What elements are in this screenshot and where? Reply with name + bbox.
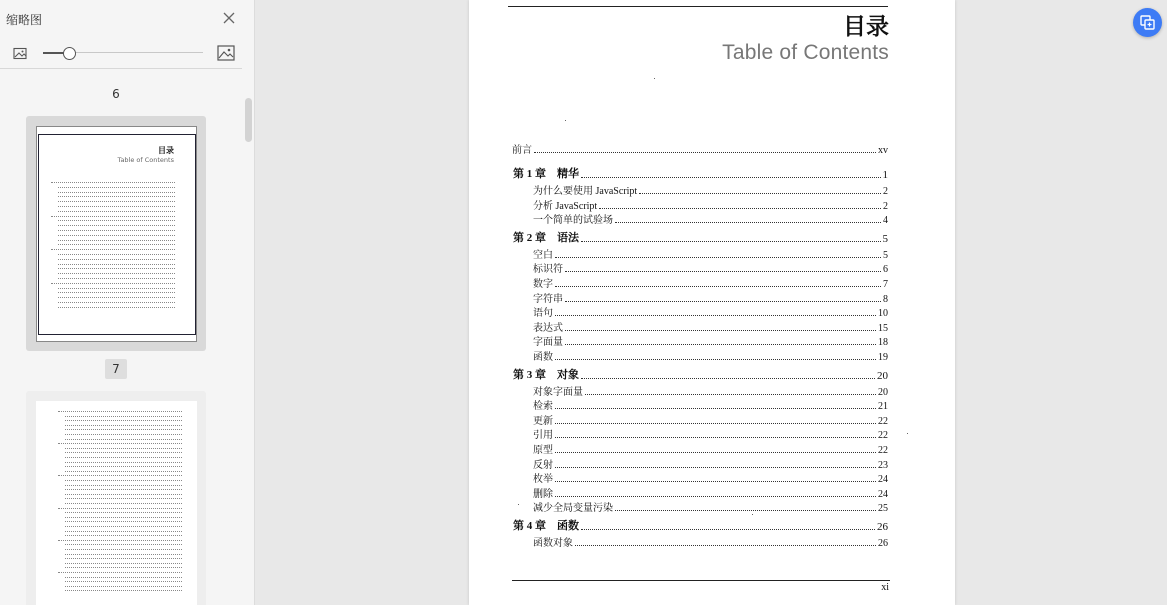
thumbnail-text-line — [58, 540, 182, 541]
toc-label: 删除 — [533, 488, 553, 500]
toc-page-number: 21 — [878, 401, 888, 413]
thumbnail-text-line — [58, 307, 175, 308]
toc-leader — [581, 529, 875, 530]
document-page — [469, 0, 955, 605]
toc-leader — [555, 437, 876, 438]
slider-knob[interactable] — [63, 47, 76, 60]
thumbnail-text-line — [65, 485, 182, 486]
toc-page-number: 10 — [878, 308, 888, 320]
toc-page-number: 26 — [878, 538, 888, 549]
toc-leader — [565, 330, 876, 331]
scan-speck — [654, 78, 655, 79]
thumbnail-text-line — [65, 416, 182, 417]
toc-chapter-row[interactable] — [513, 366, 888, 382]
toc-page-number: 26 — [877, 521, 888, 533]
toc-entry-row[interactable] — [533, 246, 888, 261]
thumbnail-page-7[interactable] — [36, 126, 197, 342]
thumbnail-text-line — [65, 586, 182, 587]
thumbnail-text-line — [58, 572, 182, 573]
thumbnail-text-line — [58, 288, 175, 289]
sidebar-scrollbar[interactable] — [245, 98, 252, 142]
thumbnail-text-line — [65, 439, 182, 440]
toc-leader — [565, 344, 876, 345]
thumbnail-text-line — [65, 577, 182, 578]
sidebar-divider — [0, 68, 242, 69]
thumbnail-text-line — [58, 292, 175, 293]
toc-leader — [555, 257, 881, 258]
toc-entry-row[interactable] — [533, 412, 888, 427]
thumbnail-text-line — [65, 448, 182, 449]
toc-label: 检索 — [533, 401, 553, 413]
thumbnail-text-line — [58, 273, 175, 274]
toc-label: 语句 — [533, 308, 553, 320]
thumbnail-page-8[interactable] — [36, 401, 197, 605]
sidebar-title: 缩略图 — [6, 13, 43, 27]
toc-leader — [555, 452, 876, 453]
toc-page-number: 1 — [882, 169, 888, 181]
thumbnail-text-line — [58, 475, 182, 476]
toc-page-number: xv — [878, 145, 888, 156]
thumbnail-text-line — [65, 517, 182, 518]
toc-label: 引用 — [533, 430, 553, 442]
toc-page-number: 6 — [883, 264, 888, 276]
toc-page-number: 15 — [878, 322, 888, 334]
toc-leader — [534, 152, 876, 153]
scan-speck — [709, 452, 710, 453]
toc-leader — [599, 208, 881, 209]
thumbnail-text-line — [65, 558, 182, 559]
thumbnail-title: 目录 — [158, 146, 174, 155]
toc-leader — [565, 301, 881, 302]
page-subtitle: Table of Contents — [722, 41, 889, 64]
thumbnail-text-line — [58, 206, 175, 207]
image-small-icon[interactable] — [13, 46, 28, 60]
toc-label: 字符串 — [533, 293, 563, 305]
toc-entry-row[interactable] — [533, 197, 888, 212]
toc-label: 字面量 — [533, 337, 563, 349]
toc-chapter-row[interactable] — [513, 517, 888, 533]
toc-page-number: 20 — [877, 369, 888, 382]
toc-label: 标识符 — [533, 264, 563, 276]
toc-chapter-row[interactable] — [513, 165, 888, 181]
thumbnail-text-line — [65, 544, 182, 545]
thumbnail-text-line — [58, 211, 175, 212]
toc-page-number: 22 — [878, 415, 888, 427]
toc-entry-row[interactable] — [533, 348, 888, 363]
thumbnail-text-line — [65, 457, 182, 458]
toc-label: 反射 — [533, 459, 553, 471]
toc-page-number: 4 — [883, 215, 888, 227]
toc-entry-row[interactable] — [533, 485, 888, 500]
toc-leader — [555, 408, 876, 409]
thumbnail-text-line — [65, 531, 182, 532]
toc-page-number: 25 — [878, 503, 888, 515]
toc-page-number: 22 — [878, 430, 888, 442]
thumbnail-text-line — [65, 581, 182, 582]
scan-speck — [518, 504, 519, 505]
toc-label: 第 4 章 函数 — [513, 520, 579, 532]
thumbnail-text-line — [58, 220, 175, 221]
thumbnail-text-line — [58, 268, 175, 269]
toc-label: 对象字面量 — [533, 386, 583, 398]
toc-page-number: 24 — [878, 474, 888, 486]
toc-label: 第 2 章 语法 — [513, 231, 579, 244]
thumbnail-text-line — [58, 264, 175, 265]
thumbnail-text-line — [65, 489, 182, 490]
toc-entry-row[interactable] — [533, 333, 888, 348]
toc-label: 前言 — [512, 145, 532, 156]
toc-leader — [585, 394, 876, 395]
toc-entry-row[interactable] — [533, 441, 888, 456]
image-large-icon[interactable] — [217, 45, 235, 61]
toc-entry-row[interactable] — [533, 534, 888, 549]
toc-leader — [555, 286, 881, 287]
toc-entry-row[interactable] — [533, 182, 888, 197]
scan-speck — [565, 120, 566, 121]
toc-leader — [581, 378, 875, 379]
thumbnail-text-line — [58, 235, 175, 236]
thumbnail-text-line — [51, 182, 175, 183]
toc-entry-row[interactable] — [512, 141, 888, 156]
toc-leader — [581, 177, 881, 178]
thumbnail-text-line — [65, 521, 182, 522]
thumbnail-text-line — [65, 429, 182, 430]
toc-leader — [555, 481, 876, 482]
thumbnail-text-line — [51, 249, 175, 250]
toc-label: 第 3 章 对象 — [513, 368, 579, 381]
thumbnail-text-line — [65, 554, 182, 555]
toc-entry-row[interactable] — [533, 383, 888, 398]
thumbnail-text-line — [65, 452, 182, 453]
thumbnail-text-line — [58, 443, 182, 444]
toc-leader — [581, 241, 881, 242]
toc-page-number: 2 — [883, 200, 888, 212]
toc-page-number: 22 — [878, 445, 888, 456]
toc-page-number: 7 — [883, 279, 888, 290]
toc-label: 函数 — [533, 352, 553, 363]
toc-label: 原型 — [533, 445, 553, 456]
thumbnail-page-label: 6 — [112, 87, 120, 101]
thumbnail-text-line — [58, 254, 175, 255]
thumbnail-text-line — [65, 512, 182, 513]
toc-label: 第 1 章 精华 — [513, 168, 579, 180]
toc-page-number: 8 — [883, 293, 888, 305]
toc-leader — [555, 423, 876, 424]
thumbnail-text-line — [65, 563, 182, 564]
toc-entry-row[interactable] — [533, 211, 888, 226]
thumbnail-text-line — [51, 216, 175, 217]
toc-label: 为什么要使用 JavaScript — [533, 186, 638, 197]
close-icon[interactable] — [221, 10, 237, 26]
thumbnail-text-line — [58, 240, 175, 241]
thumbnail-text-line — [65, 526, 182, 527]
toc-label: 表达式 — [533, 322, 563, 334]
translate-icon[interactable] — [1133, 8, 1162, 37]
thumbnail-text-line — [65, 549, 182, 550]
toc-leader — [555, 496, 876, 497]
toc-entry-row[interactable] — [533, 275, 888, 290]
top-rule — [508, 6, 888, 7]
toc-entry-row[interactable] — [533, 260, 888, 275]
thumbnail-text-line — [58, 192, 175, 193]
thumbnail-text-line — [65, 535, 182, 536]
toc-entry-row[interactable] — [533, 319, 888, 334]
thumbnail-text-line — [58, 411, 182, 412]
toc-entry-row[interactable] — [533, 290, 888, 305]
toc-label: 减少全局变量污染 — [533, 503, 613, 515]
bottom-rule — [512, 580, 890, 581]
thumbnail-text-line — [65, 498, 182, 499]
thumbnail-text-line — [51, 283, 175, 284]
toc-leader — [555, 467, 876, 468]
page-title: 目录 — [843, 14, 889, 40]
thumbnail-subtitle: Table of Contents — [117, 156, 174, 164]
thumbnail-text-line — [65, 494, 182, 495]
zoom-slider[interactable] — [43, 46, 203, 60]
toc-leader — [555, 359, 876, 360]
thumbnail-text-line — [65, 567, 182, 568]
toc-label: 空白 — [533, 249, 553, 261]
toc-entry-row[interactable] — [533, 470, 888, 485]
thumbnail-text-line — [65, 471, 182, 472]
toc-chapter-row[interactable] — [513, 229, 888, 245]
thumbnail-text-line — [58, 302, 175, 303]
thumbnail-text-line — [58, 187, 175, 188]
toc-leader — [565, 271, 881, 272]
thumbnail-text-line — [58, 196, 175, 197]
thumbnail-text-line — [58, 230, 175, 231]
thumbnail-text-line — [65, 462, 182, 463]
thumbnail-text-line — [58, 508, 182, 509]
toc-label: 枚举 — [533, 474, 553, 486]
toc-leader — [639, 193, 881, 194]
thumbnail-text-line — [65, 590, 182, 591]
toc-page-number: 19 — [878, 352, 888, 363]
thumbnail-text-line — [58, 201, 175, 202]
toc-entry-row[interactable] — [533, 499, 888, 514]
scan-speck — [907, 433, 908, 434]
toc-leader — [615, 510, 876, 511]
toc-label: 分析 JavaScript — [533, 200, 598, 212]
thumbnail-text-line — [58, 297, 175, 298]
toc-page-number: 5 — [882, 232, 888, 245]
thumbnail-sidebar — [0, 0, 255, 605]
thumbnail-text-line — [65, 503, 182, 504]
thumbnail-text-line — [58, 278, 175, 279]
toc-page-number: 20 — [878, 386, 888, 398]
toc-label: 一个简单的试验场 — [533, 215, 613, 227]
toc-label: 函数对象 — [533, 538, 573, 549]
toc-page-number: 2 — [883, 186, 888, 197]
toc-entry-row[interactable] — [533, 456, 888, 471]
thumbnail-text-line — [65, 425, 182, 426]
thumbnail-text-line — [65, 480, 182, 481]
thumbnail-text-line — [65, 466, 182, 467]
toc-label: 更新 — [533, 415, 553, 427]
toc-leader — [615, 222, 881, 223]
toc-page-number: 5 — [883, 249, 888, 261]
thumbnail-text-line — [58, 259, 175, 260]
toc-entry-row[interactable] — [533, 426, 888, 441]
toc-page-number: 23 — [878, 459, 888, 471]
toc-leader — [575, 545, 876, 546]
toc-entry-row[interactable] — [533, 304, 888, 319]
thumbnail-text-line — [65, 434, 182, 435]
page-number: xi — [881, 582, 889, 593]
toc-page-number: 24 — [878, 488, 888, 500]
thumbnail-page-label-current: 7 — [105, 359, 127, 379]
thumbnail-text-line — [58, 244, 175, 245]
thumbnail-text-line — [65, 420, 182, 421]
toc-entry-row[interactable] — [533, 397, 888, 412]
toc-label: 数字 — [533, 279, 553, 290]
scan-speck — [752, 514, 753, 515]
thumbnail-text-line — [58, 225, 175, 226]
toc-leader — [555, 315, 876, 316]
toc-page-number: 18 — [878, 337, 888, 349]
